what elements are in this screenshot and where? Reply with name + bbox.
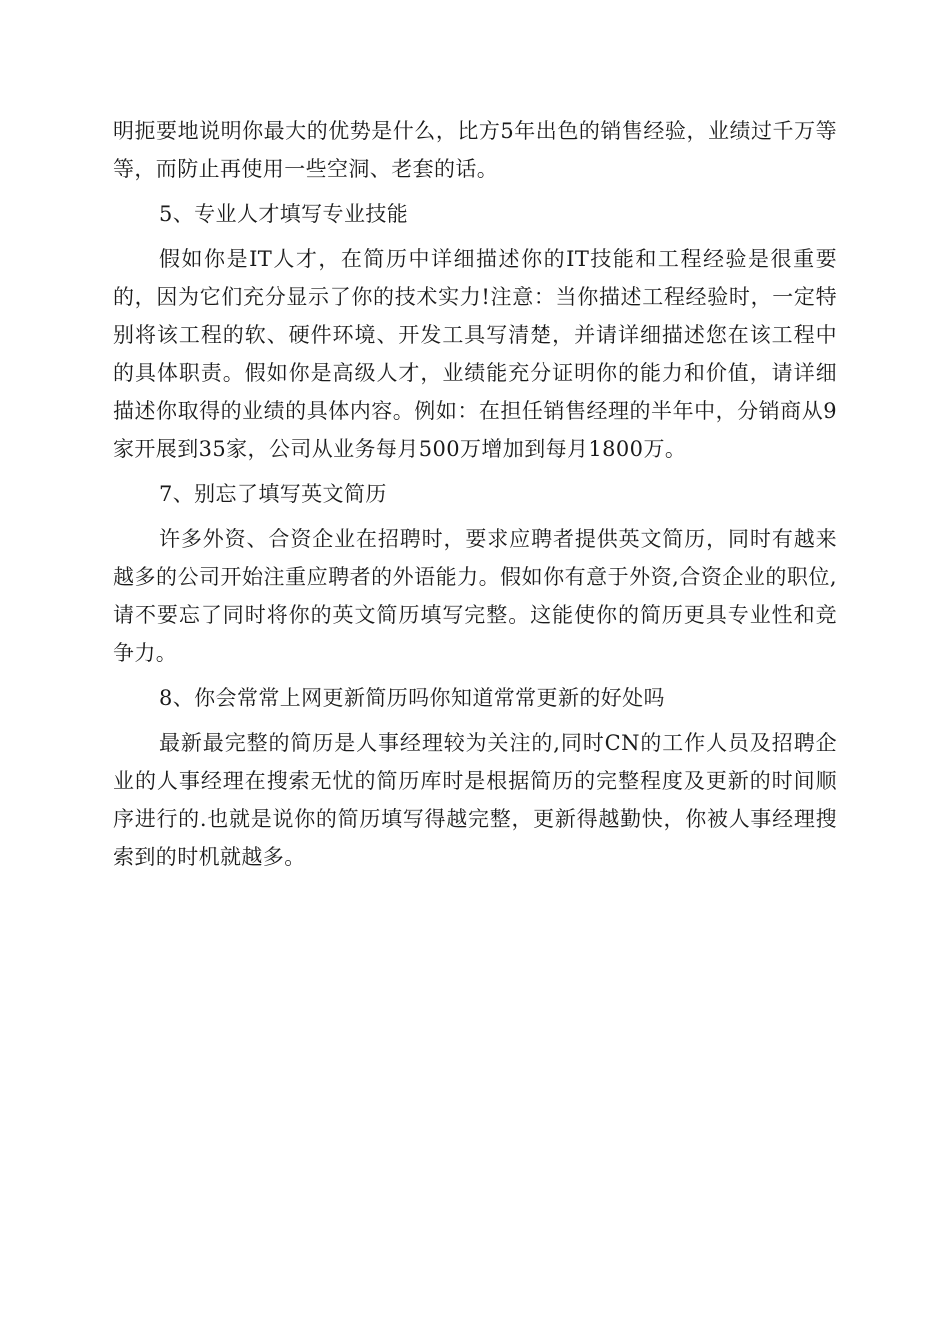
- paragraph-continued: 明扼要地说明你最大的优势是什么，比方5年出色的销售经验，业绩过千万等等，而防止再使用一些空洞、老套的话。: [113, 119, 837, 181]
- paragraph-it-skills: 假如你是IT人才，在简历中详细描述你的IT技能和工程经验是很重要的，因为它们充分显示了你的技术实力!注意：当你描述工程经验时，一定特别将该工程的软、硬件环境、开发工具写清楚，并请详细描述您在该工程中的具体职责。假如你是高级人才，业绩能充分证明你的能力和价值，请详细描述你取得的业绩的具体内容。例如：在担任销售经理的半年中，分销商从9家开展到35家，公司从业务每月500万增加到每月1800万。: [113, 247, 837, 461]
- paragraph-english-resume: 许多外资、合资企业在招聘时，要求应聘者提供英文简历，同时有越来越多的公司开始注重应聘者的外语能力。假如你有意于外资,合资企业的职位,请不要忘了同时将你的英文简历填写完整。这能使你的简历更具专业性和竞争力。: [113, 527, 837, 665]
- section-heading-5: 5、专业人才填写专业技能: [159, 202, 409, 226]
- document-body: [113, 112, 837, 883]
- section-heading-8: 8、你会常常上网更新简历吗你知道常常更新的好处吗: [159, 686, 665, 710]
- section-heading-7: 7、别忘了填写英文简历: [159, 482, 387, 506]
- paragraph-update-resume: 最新最完整的简历是人事经理较为关注的,同时CN的工作人员及招聘企业的人事经理在搜索无忧的简历库时是根据简历的完整程度及更新的时间顺序进行的.也就是说你的简历填写得越完整，更新得越勤快，你被人事经理搜索到的时机就越多。: [113, 731, 837, 869]
